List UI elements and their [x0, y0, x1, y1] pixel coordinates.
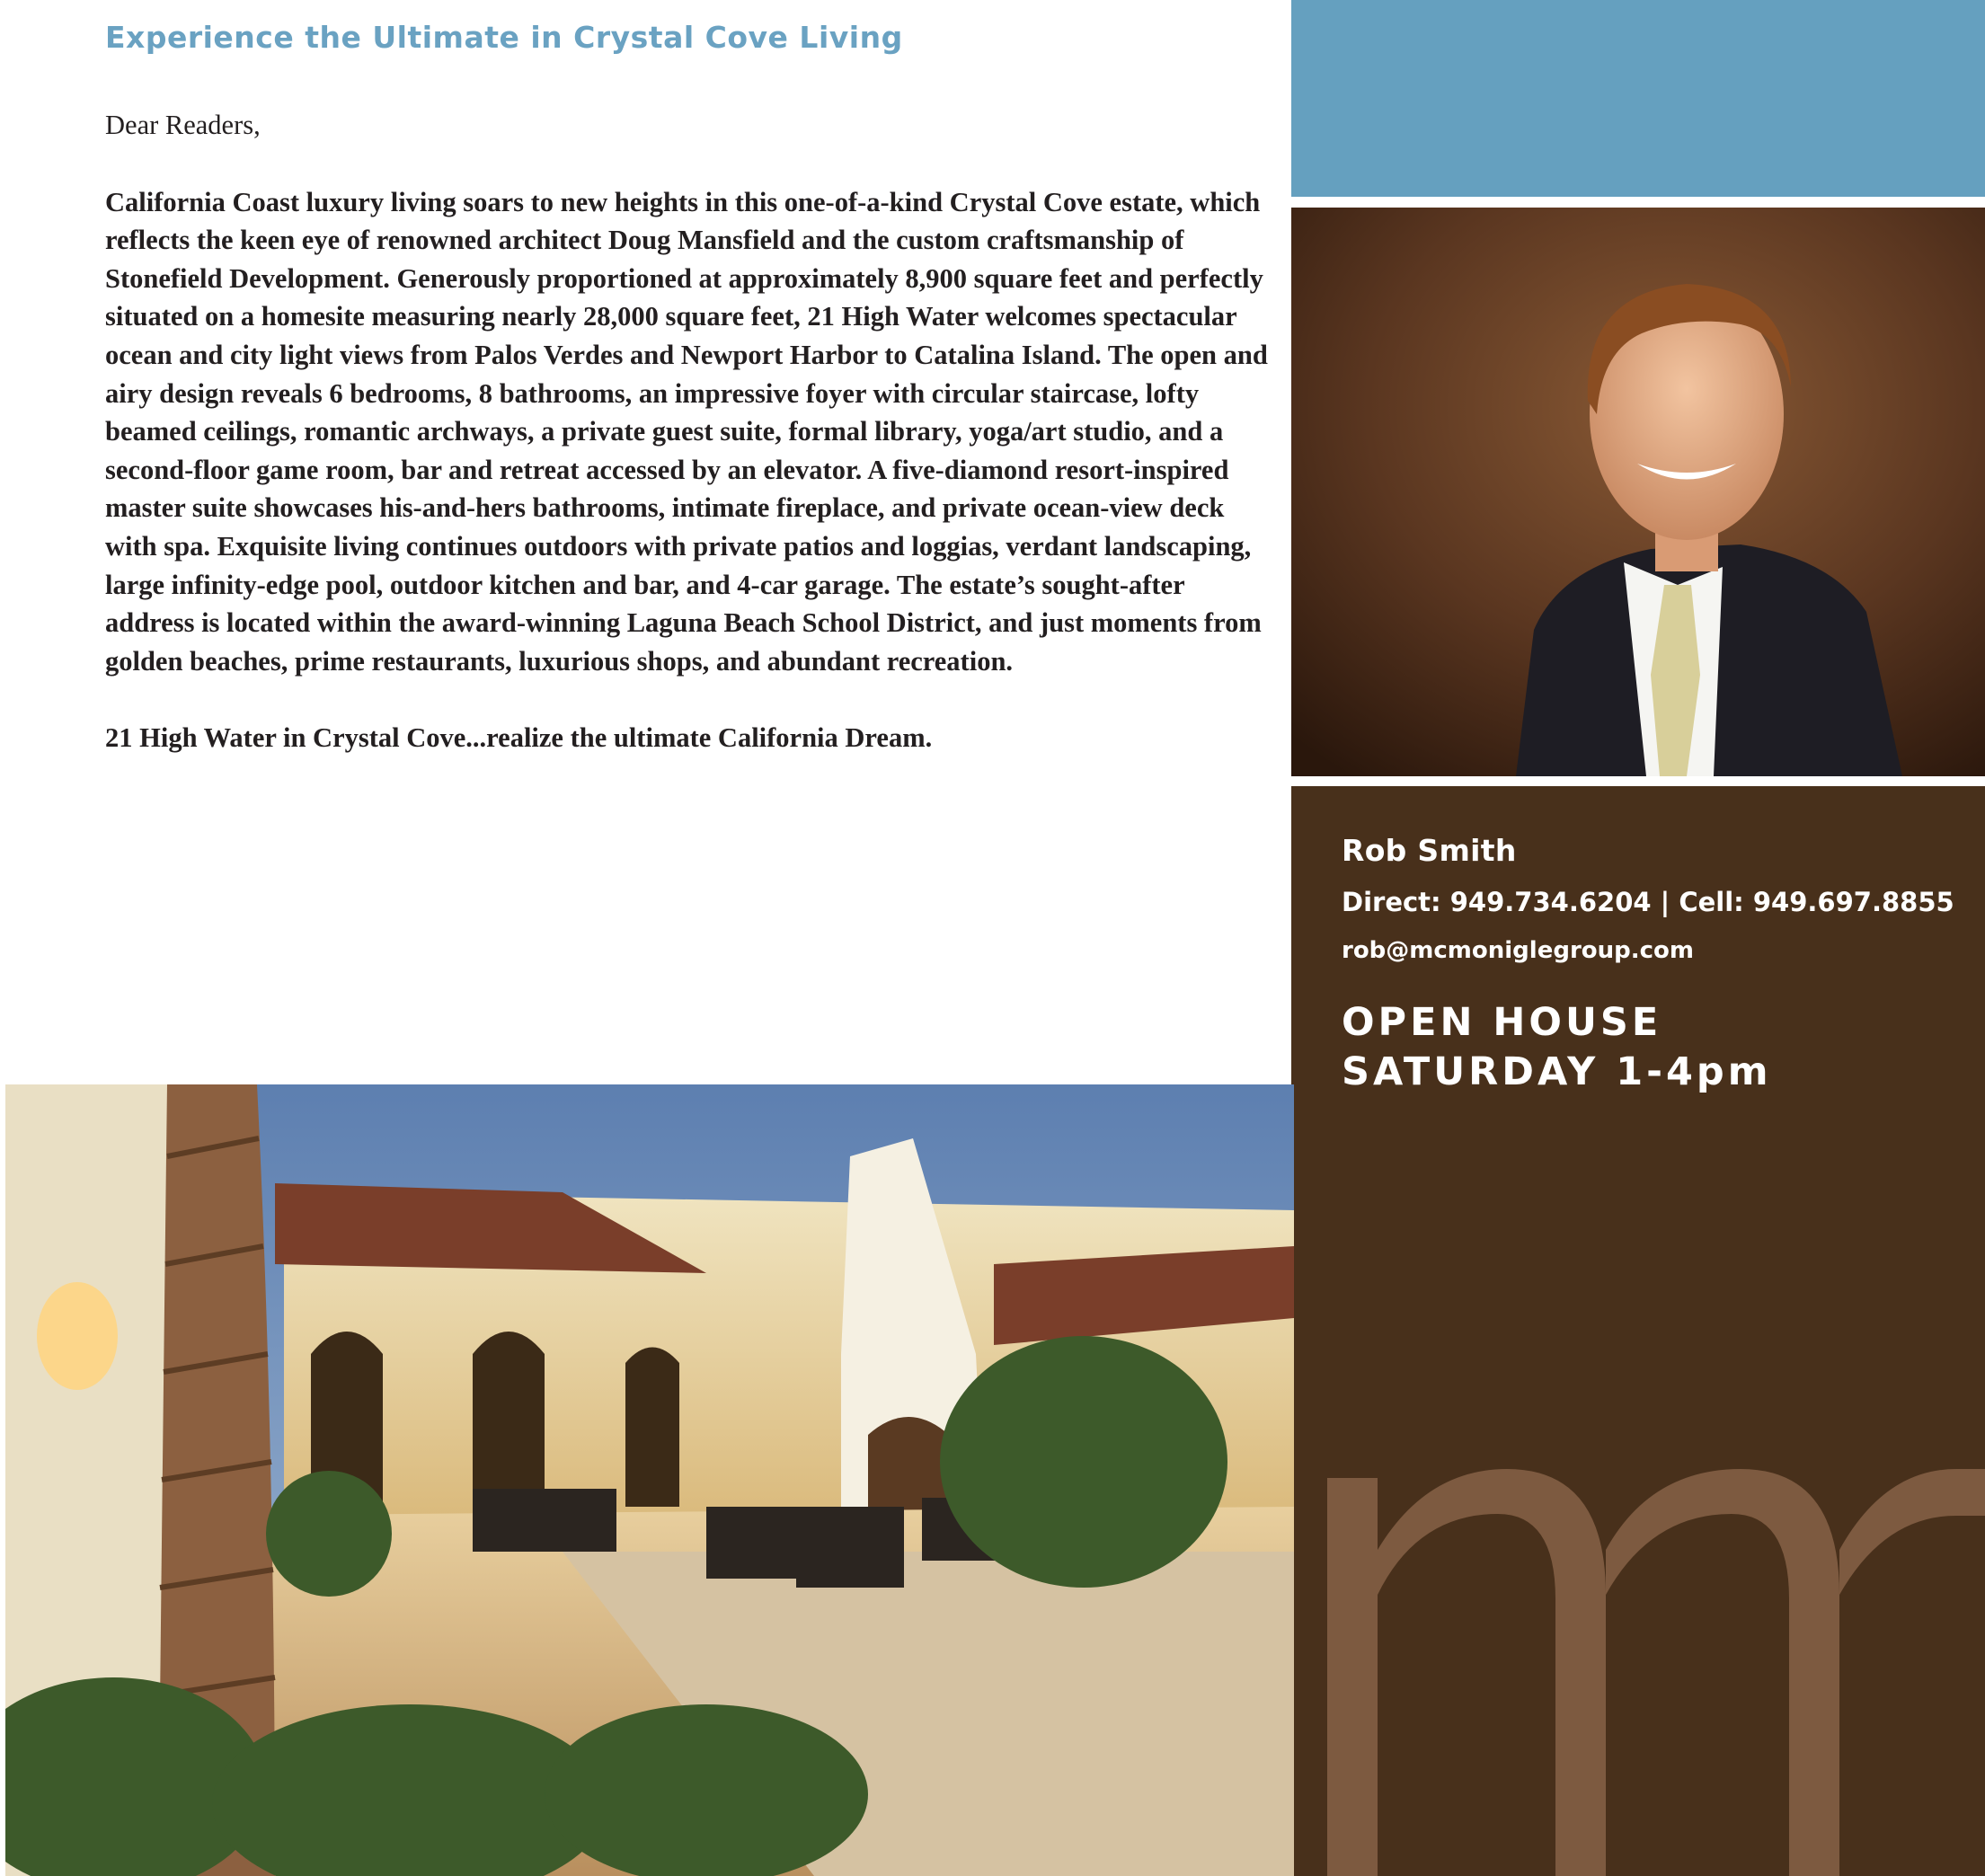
letter-paragraph: California Coast luxury living soars to new heights in this one-of-a-kind Crystal Cove estate, which reflects the keen eye of renowned architect Doug Mansfield and the custom craftsmanship of Stonefield Development. Generously proportioned at approximately 8,900 square feet and perfectly situated on a homesite measuring nearly 28,000 square feet, 21 High Water welcomes spectacular ocean and city light views from Palos Verdes and Newport Harbor to Catalina Island. The open and airy design reveals 6 bedrooms, 8 bathrooms, an impressive foyer with circular staircase, lofty beamed ceilings, romantic archways, a private guest suite, formal library, yoga/art studio, and a second-floor game room, bar and retreat accessed by an elevator. A five-diamond resort-inspired master suite showcases his-and-hers bathrooms, intimate fireplace, and private ocean-view deck with spa. Exquisite living continues outdoors with private patios and loggias, verdant landscaping, large infinity-edge pool, outdoor kitchen and bar, and 4-car garage. The estate’s sought-after address is located within the award-winning Laguna Beach School District, and just moments from golden beaches, prime restaurants, luxurious shops, and abundant recreation.	[105, 186, 1268, 677]
open-house-title: OPEN HOUSE	[1342, 1000, 1662, 1045]
letter-closing: 21 High Water in Crystal Cove...realize the ultimate California Dream.	[105, 722, 933, 754]
agent-email-link[interactable]: rob@mcmoniglegroup.com	[1342, 937, 1694, 964]
agent-contact-panel	[1291, 786, 1985, 1876]
agent-portrait-photo	[1291, 208, 1985, 776]
blue-color-block	[1291, 0, 1985, 197]
estate-courtyard-photo	[5, 1084, 1294, 1876]
courtyard-illustration	[5, 1084, 1294, 1876]
page-headline: Experience the Ultimate in Crystal Cove Living	[105, 20, 903, 55]
letter-greeting: Dear Readers,	[105, 110, 261, 140]
agent-contact-info	[1342, 833, 1954, 1097]
agent-name: Rob Smith	[1342, 833, 1517, 868]
open-house-time: SATURDAY 1-4pm	[1342, 1049, 1772, 1094]
letter-body	[105, 106, 1273, 757]
agent-portrait-illustration	[1291, 208, 1985, 776]
agent-phones[interactable]: Direct: 949.734.6204 | Cell: 949.697.8855	[1342, 887, 1954, 917]
